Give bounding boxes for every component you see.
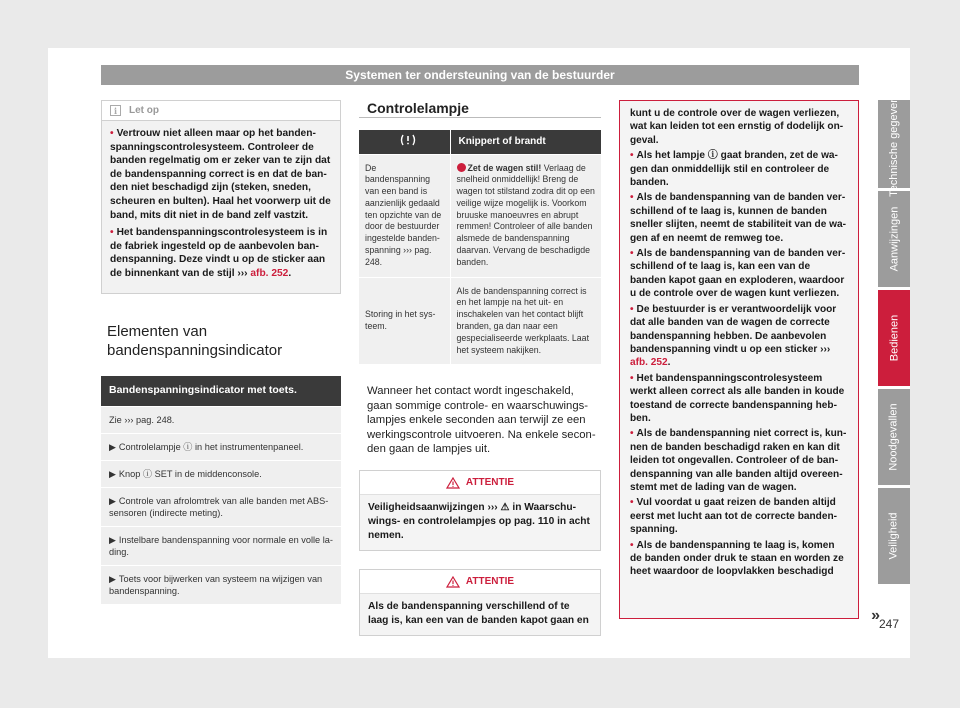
note-heading-label: Let op (129, 105, 159, 116)
indicator-box (101, 376, 341, 604)
bullet-icon: • (110, 227, 114, 239)
triangle-bullet-icon: ▶ (109, 468, 116, 479)
triangle-bullet-icon: ▶ (109, 534, 116, 545)
indicator-item: ▶ Knop ⓘ SET in de middenconsole. (101, 460, 341, 487)
left-column (101, 100, 341, 604)
warning-item: • Als de bandenspanning niet correct is, kunnen de banden beschadigd raken en kan dit leiden tot ongevallen. Controleer of de bandenspanning van alle banden altijd overeenstemt met de lading van de wagen. (630, 428, 847, 493)
bullet-icon: • (110, 128, 114, 139)
lamp-action: Zet de wagen stil! Verlaag de snelheid onmiddellijk! Breng de wagen tot stilstand zodra dit op een veilige wijze mogelijk is. Voorkom bruuske manoeuvres en abrupt remmen! Controleer of alle banden alsmede de bandenspanning daarvan. Vervang de beschadigde banden. (450, 154, 601, 277)
lamp-cause: De bandenspanning van een band is aanzienlijk gedaald ten opzichte van de door de bestuurder ingestelde bandenspanning ››› pag. 248. (359, 154, 450, 277)
lamp-column-header (359, 130, 450, 154)
page-header: Systemen ter ondersteuning van de bestuurder (101, 65, 859, 85)
warning-continuation-box (619, 100, 880, 624)
warning-box (359, 569, 601, 636)
warning-item: • De bestuurder is er verantwoordelijk voor dat alle banden van de wagen de correcte bandenspanning hebben. De aanbevolen bandenspanning vindt u op een sticker ››› afb. 252. (630, 303, 837, 369)
figure-link[interactable]: afb. 252 (630, 357, 668, 369)
bullet-icon: • (630, 497, 634, 509)
warning-text: Als de bandenspanning verschillend of te laag is, kan een van de banden kapot gaan en (368, 601, 589, 626)
right-column (619, 100, 880, 624)
indicator-heading: Bandenspanningsindicator met toets. (101, 376, 341, 406)
bullet-icon: • (630, 372, 634, 384)
controlelampje-title: Controlelampje (359, 100, 601, 118)
note-box (101, 100, 341, 294)
indicator-item: ▶ Controle van afrolomtrek van alle banden met ABS-sensoren (indirecte meting). (101, 487, 341, 526)
continue-arrow-icon: » (871, 606, 880, 624)
page-number: 247 (879, 617, 900, 631)
tab-noodgevallen[interactable]: Noodgevallen (878, 389, 910, 485)
bullet-icon: • (630, 303, 634, 315)
red-lamp-icon (457, 163, 466, 172)
tire-pressure-icon (400, 134, 416, 146)
tab-bedienen[interactable]: Bedienen (878, 290, 910, 386)
warning-item: • Als het lampje ⓘ gaat branden, zet de wagen dan onmiddellijk stil en controleer de banden. (630, 150, 838, 189)
bullet-icon: • (630, 248, 634, 260)
bullet-icon: • (630, 192, 634, 204)
tab-technische-gegevens[interactable]: Technische gegevens (878, 100, 910, 188)
note-heading (102, 101, 340, 121)
info-icon: i (110, 105, 121, 116)
indicator-item: ▶ Toets voor bijwerken van systeem na wijzigen van bandenspanning. (101, 565, 341, 604)
warning-box (359, 470, 601, 551)
figure-link[interactable]: afb. 252 (250, 267, 289, 279)
warning-icon (446, 477, 460, 489)
warning-text: Veiligheidsaanwijzingen ››› ⚠ in Waarschuwings- en controlelampjes op pag. 110 in acht nemen. (368, 502, 590, 541)
warning-item: • Als de bandenspanning van de banden verschillend of te laag is, kunnen de banden sneller slijten, neemt de stabiliteit van de wagen af en neemt de remweg toe. (630, 192, 846, 244)
indicator-see: Zie ››› pag. 248. (101, 406, 341, 433)
warning-item: • Vul voordat u gaat reizen de banden altijd eerst met lucht aan tot de correcte bandenspanning. (630, 497, 837, 536)
tab-veiligheid[interactable]: Veiligheid (878, 488, 910, 584)
warning-intro: kunt u de controle over de wagen verliezen, wat kan leiden tot een ernstig of dodelijk ongeval. (630, 108, 844, 146)
triangle-bullet-icon: ▶ (109, 441, 116, 452)
lamp-cause: Storing in het systeem. (359, 277, 450, 364)
chapter-tabs (878, 91, 910, 587)
indicator-item: ▶ Instelbare bandenspanning voor normale en volle lading. (101, 526, 341, 565)
middle-column (359, 100, 601, 636)
note-body (102, 121, 340, 293)
warning-heading: ATTENTIE (360, 570, 600, 594)
bullet-icon: • (630, 150, 634, 162)
lamp-status-header: Knippert of brandt (450, 130, 601, 154)
bullet-icon: • (630, 539, 634, 551)
triangle-bullet-icon: ▶ (109, 573, 116, 584)
warning-heading: ATTENTIE (360, 471, 600, 495)
bullet-icon: • (630, 428, 634, 440)
warning-item: • Als de bandenspanning van de banden verschillend of te laag is, kan een van de banden kapot gaan en exploderen, waardoor u de controle over de wagen kunt verliezen. (630, 248, 846, 300)
triangle-bullet-icon: ▶ (109, 495, 116, 506)
tab-aanwijzingen[interactable]: Aanwijzingen (878, 191, 910, 287)
warning-item: • Het bandenspanningscontrolesysteem werkt alleen correct als alle banden in koude toestand de correcte bandenspanning hebben. (630, 372, 845, 424)
warning-icon (446, 576, 460, 588)
indicator-item: ▶ Controlelampje ⓘ in het instrumentenpaneel. (101, 433, 341, 460)
table-row (359, 277, 601, 364)
section-title: Elementen van bandenspanningsindicator (107, 322, 283, 359)
warning-item: • Als de bandenspanning te laag is, komen de banden onder druk te staan en worden ze heet waardoor de loopvlakken beschadigd (630, 539, 844, 578)
table-row (359, 154, 601, 277)
body-paragraph: Wanneer het contact wordt ingeschakeld, gaan sommige controle- en waarschuwingslampjes enkele seconden aan terwijl ze een werkingscontrole uitvoeren. Na enkele seconden gaan de lampjes uit. (367, 385, 596, 456)
note-item: • Vertrouw niet alleen maar op het bandenspanningscontrolesysteem. Controleer de banden regelmatig om er zeker van te zijn dat de bandenspanning correct is en dat de banden niet beschadigd zijn (steken, sneden, scheuren en bulten). Haal het voorwerp uit de band, mits dit niet in de band zelf vastzit. (110, 128, 331, 221)
warning-lamp-table (359, 130, 601, 364)
lamp-action: Als de bandenspanning correct is en het lampje na het uit- en inschakelen van het contact blijft branden, ga dan naar een gespecialiseerde werkplaats. Laat het systeem nakijken. (450, 277, 601, 364)
note-item: • Het bandenspanningscontrolesysteem is in de fabriek ingesteld op de aanbevolen bandenspanning. Deze vindt u op de sticker aan de binnenkant van de stijl ››› afb. 252. (110, 227, 328, 279)
